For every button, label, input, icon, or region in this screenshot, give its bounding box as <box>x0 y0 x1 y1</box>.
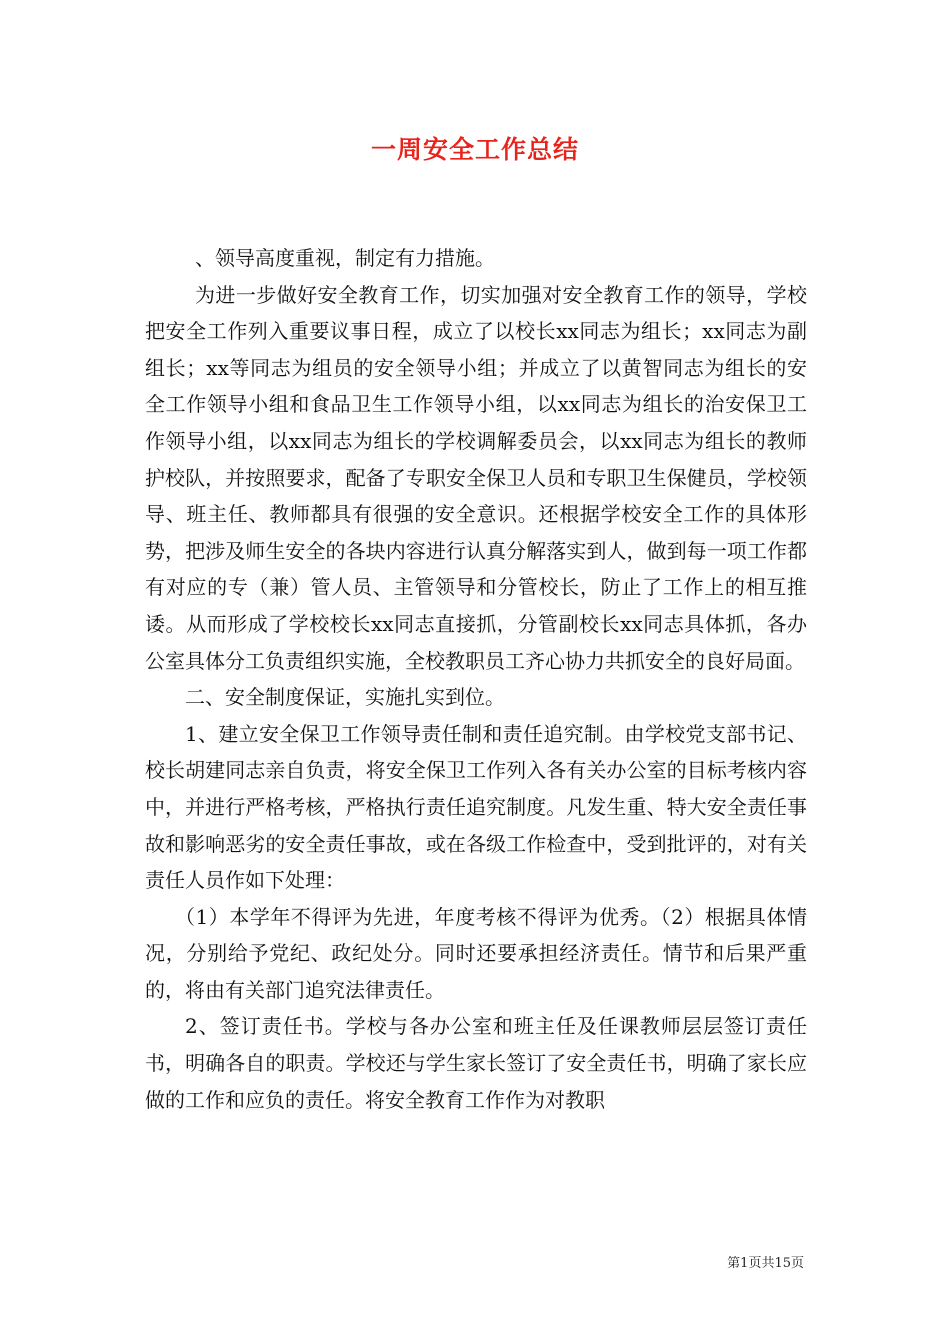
page-number-indicator: 第1页共15页 <box>727 1256 804 1271</box>
paragraph-heading-1: 、领导高度重视，制定有力措施。 <box>195 246 495 270</box>
paragraph-penalties: （1）本学年不得评为先进，年度考核不得评为优秀。（2）根据具体情况，分别给予党纪、政纪处分。同时还要承担经济责任。情节和后果严重的，将由有关部门追究法律责任。 <box>145 904 807 1002</box>
document-title: 一周安全工作总结 <box>370 135 579 164</box>
paragraph-responsibility-letter: 2、签订责任书。学校与各办公室和班主任及任课教师层层签订责任书，明确各自的职责。学校还与学生家长签订了安全责任书，明确了家长应做的工作和应负的责任。将安全教育工作作为对教职 <box>145 1014 807 1112</box>
document-body <box>145 240 807 1118</box>
paragraph-responsibility-system: 1、建立安全保卫工作领导责任制和责任追究制。由学校党支部书记、校长胡建同志亲自负责，将安全保卫工作列入各有关办公室的目标考核内容中，并进行严格考核，严格执行责任追究制度。凡发生重、特大安全责任事故和影响恶劣的安全责任事故，或在各级工作检查中，受到批评的，对有关责任人员作如下处理： <box>145 721 807 893</box>
paragraph-heading-2: 二、安全制度保证，实施扎实到位。 <box>185 685 505 710</box>
paragraph-leadership: 为进一步做好安全教育工作，切实加强对安全教育工作的领导，学校把安全工作列入重要议事日程，成立了以校长xx同志为组长；xx同志为副组长；xx等同志为组员的安全领导小组；并成立了以黄智同志为组长的安全工作领导小组和食品卫生工作领导小组，以xx同志为组长的治安保卫工作领导小组，以xx同志为组长的学校调解委员会，以xx同志为组长的教师护校队，并按照要求，配备了专职安全保卫人员和专职卫生保健员，学校领导、班主任、教师都具有很强的安全意识。还根据学校安全工作的具体形势，把涉及师生安全的各块内容进行认真分解落实到人，做到每一项工作都有对应的专（兼）管人员、主管领导和分管校长，防止了工作上的相互推诿。从而形成了学校校长xx同志直接抓，分管副校长xx同志具体抓，各办公室具体分工负责组织实施，全校教职员工齐心协力共抓安全的良好局面。 <box>145 282 807 673</box>
